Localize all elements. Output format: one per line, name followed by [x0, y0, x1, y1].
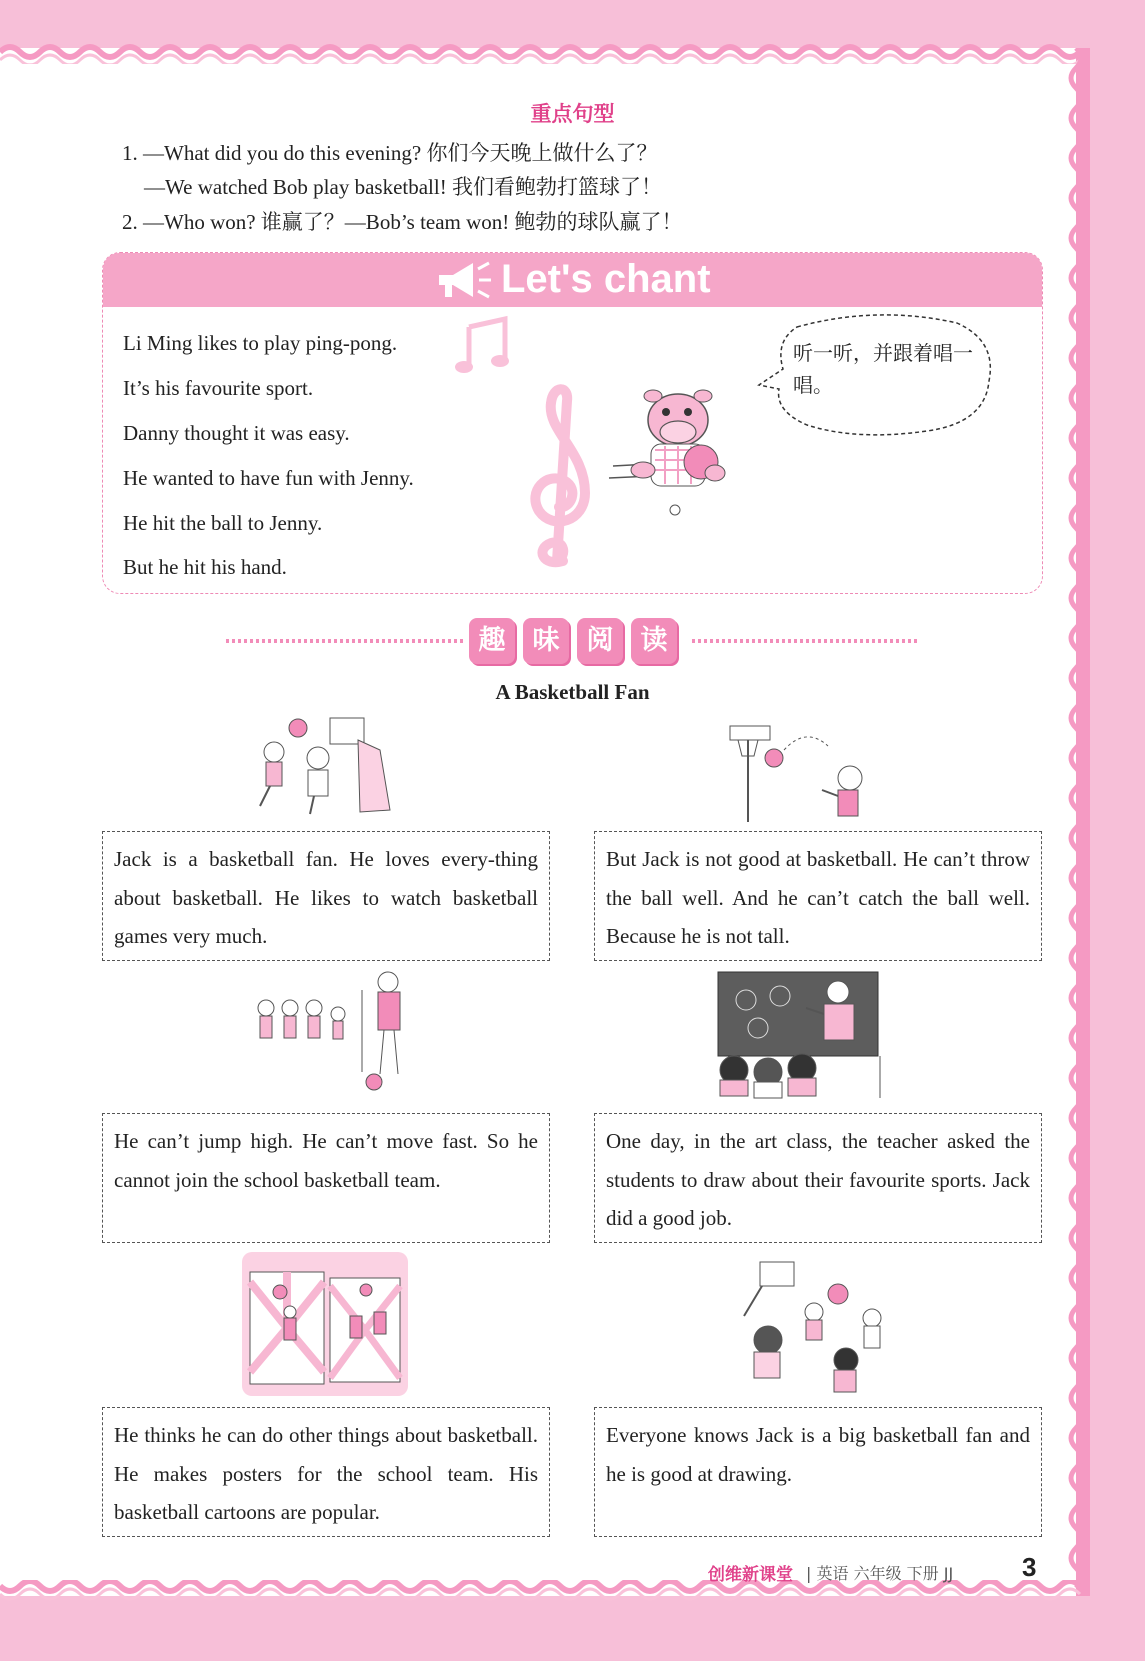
boy-throwing-illustration — [726, 710, 876, 828]
megaphone-icon — [435, 259, 493, 301]
right-wave-border — [1068, 48, 1094, 1588]
reading-header-char-2: 味 — [523, 618, 569, 664]
chant-header — [103, 253, 1042, 307]
top-wave-border — [0, 40, 1090, 64]
story-paragraph-5: He thinks he can do other things about basketball. He makes posters for the school team. His basketball cartoons are popular. — [102, 1407, 550, 1537]
reading-header-char-1: 趣 — [469, 618, 515, 664]
story-paragraph-4: One day, in the art class, the teacher asked the students to draw about their favourite sports. Jack did a good job. — [594, 1113, 1042, 1243]
chant-box — [102, 252, 1043, 594]
basketball-posters-illustration — [242, 1252, 408, 1396]
reading-header-char-4: 读 — [631, 618, 677, 664]
story-paragraph-2: But Jack is not good at basketball. He can’t throw the ball well. And he can’t catch the ball well. Because he is not tall. — [594, 831, 1042, 961]
story-paragraph-3: He can’t jump high. He can’t move fast. So he cannot join the school basketball team. — [102, 1113, 550, 1243]
chant-line-3: Danny thought it was easy. — [123, 421, 350, 445]
key-sentence-line-3: 2. —Who won? 谁赢了？—Bob’s team won! 鲍勃的球队赢了！ — [122, 210, 683, 234]
art-class-illustration — [714, 970, 884, 1100]
story-title: A Basketball Fan — [495, 680, 650, 704]
chant-line-6: But he hit his hand. — [123, 555, 287, 579]
kids-celebrating-illustration — [722, 1256, 892, 1396]
chant-line-4: He wanted to have fun with Jenny. — [123, 466, 414, 490]
kids-shooting-illustration — [240, 710, 410, 820]
key-sentences-title: 重点句型 — [530, 102, 615, 126]
hippo-pingpong-illustration — [603, 378, 753, 523]
music-note-icon — [455, 315, 517, 377]
key-sentence-line-1: 1. —What did you do this evening? 你们今天晚上做什么了？ — [122, 141, 658, 165]
story-paragraph-6: Everyone knows Jack is a big basketball fan and he is good at drawing. — [594, 1407, 1042, 1537]
chant-line-1: Li Ming likes to play ping-pong. — [123, 331, 398, 355]
reading-header-dots-left — [226, 636, 466, 646]
footer-brand: 创维新课堂 — [708, 1565, 793, 1585]
chant-title: Let's chant — [501, 257, 711, 301]
chant-line-2: It’s his favourite sport. — [123, 376, 314, 400]
reading-header-dots-right — [692, 636, 918, 646]
team-coach-illustration — [250, 970, 410, 1092]
speech-bubble-text: 听一听，并跟着唱一唱。 — [793, 341, 973, 397]
chant-line-5: He hit the ball to Jenny. — [123, 511, 323, 535]
key-sentence-line-2: —We watched Bob play basketball! 我们看鲍勃打篮球了！ — [144, 175, 662, 199]
treble-clef-icon — [513, 381, 603, 571]
page-number: 3 — [1022, 1552, 1037, 1582]
story-paragraph-1: Jack is a basketball fan. He loves every-thing about basketball. He likes to watch basketball games very much. — [102, 831, 550, 961]
reading-header-char-3: 阅 — [577, 618, 623, 664]
footer-info: | 英语 六年级 下册 JJ — [806, 1564, 954, 1583]
